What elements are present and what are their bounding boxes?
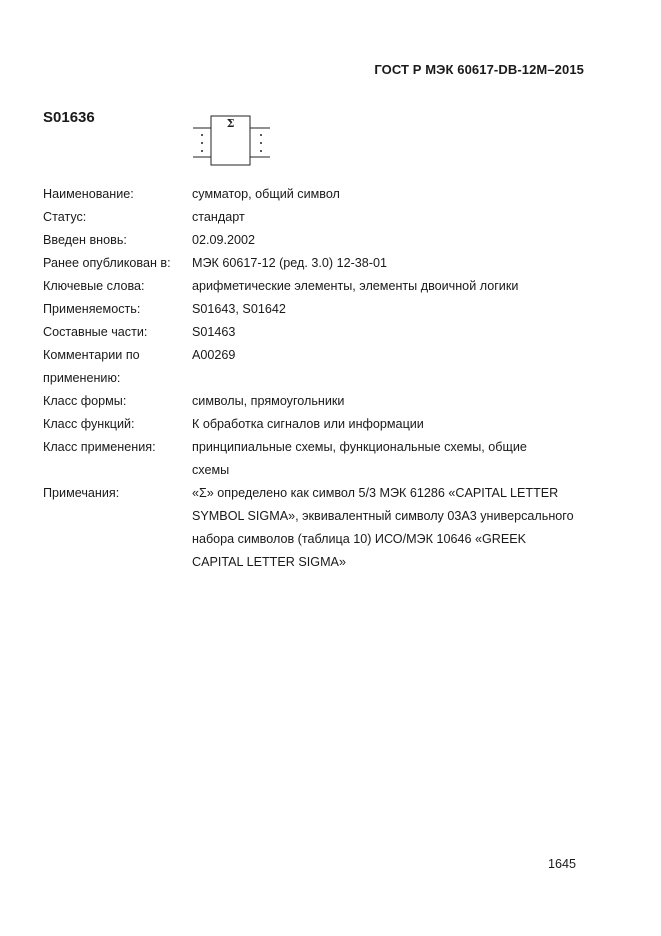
- field-value: арифметические элементы, элементы двоичной логики: [192, 279, 519, 293]
- field-row-notes: [43, 482, 603, 574]
- field-row-components: [43, 321, 603, 344]
- field-value: МЭК 60617-12 (ред. 3.0) 12-38-01: [192, 256, 387, 270]
- symbol-code: S01636: [43, 109, 95, 126]
- field-label: Комментарии по применению:: [43, 348, 140, 385]
- field-value: сумматор, общий символ: [192, 187, 340, 201]
- field-label: Ключевые слова:: [43, 279, 145, 293]
- sigma-glyph: Σ: [226, 117, 235, 130]
- field-value: символы, прямоугольники: [192, 394, 345, 408]
- field-row-application-class: [43, 436, 603, 482]
- document-header: ГОСТ Р МЭК 60617-DB-12М–2015: [374, 62, 584, 77]
- field-row-introduced: [43, 229, 603, 252]
- field-label: Применяемость:: [43, 302, 141, 316]
- field-row-application-notes: [43, 344, 603, 390]
- field-label: Класс применения:: [43, 440, 156, 454]
- field-row-keywords: [43, 275, 603, 298]
- field-row-previously-published: [43, 252, 603, 275]
- field-label: Составные части:: [43, 325, 148, 339]
- field-value: 02.09.2002: [192, 233, 256, 247]
- field-value: «Σ» определено как символ 5/3 МЭК 61286 «CAPITAL LETTER SYMBOL SIGMA», эквивалентный символу 03A3 универсального набора символов (таблица 10) ИСО/МЭК 10646 «GREEK CAPITAL LETTER SIGMA»: [192, 486, 574, 569]
- field-label: Примечания:: [43, 486, 120, 500]
- attributes-table: [43, 183, 603, 574]
- field-row-shape-class: [43, 390, 603, 413]
- field-value: A00269: [192, 348, 236, 362]
- field-row-function-class: [43, 413, 603, 436]
- page-number: 1645: [548, 857, 577, 871]
- field-label: Ранее опубликован в:: [43, 256, 171, 270]
- field-value: стандарт: [192, 210, 245, 224]
- field-value: К обработка сигналов или информации: [192, 417, 424, 431]
- field-label: Класс функций:: [43, 417, 135, 431]
- field-value: S01463: [192, 325, 236, 339]
- field-row-name: [43, 183, 603, 206]
- field-row-status: [43, 206, 603, 229]
- field-row-applicability: [43, 298, 603, 321]
- field-label: Статус:: [43, 210, 87, 224]
- field-value: S01643, S01642: [192, 302, 286, 316]
- field-value: принципиальные схемы, функциональные схемы, общие схемы: [192, 440, 527, 477]
- field-label: Введен вновь:: [43, 233, 127, 247]
- field-label: Наименование:: [43, 187, 134, 201]
- adder-symbol-icon: [190, 112, 274, 168]
- field-label: Класс формы:: [43, 394, 127, 408]
